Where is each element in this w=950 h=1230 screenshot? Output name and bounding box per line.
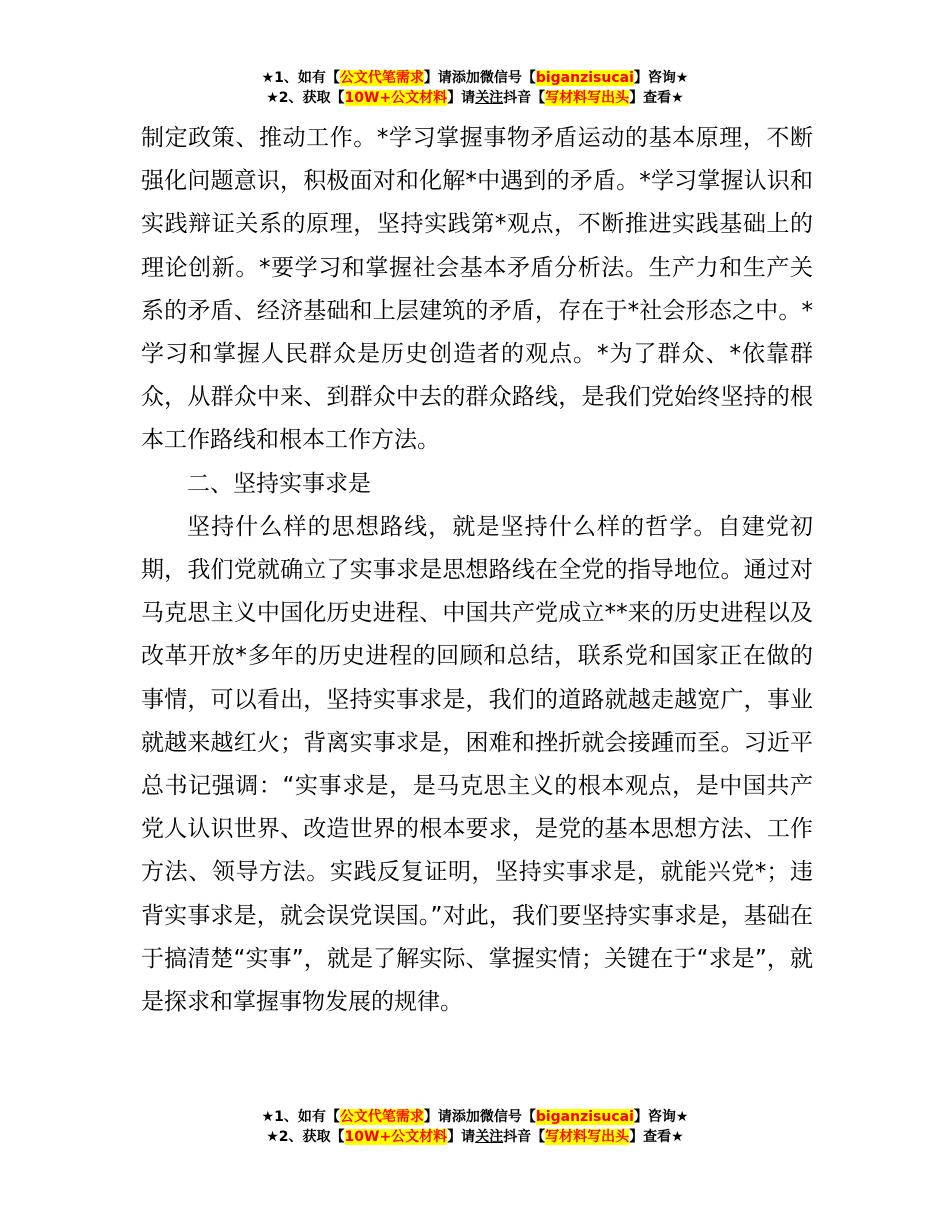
promo-text: ★1、如有【 <box>261 70 340 86</box>
footer-promo-banner <box>0 1107 950 1147</box>
promo-text: 】请添加微信号【 <box>423 70 536 86</box>
promo-text: 】请 <box>447 90 476 106</box>
body-paragraph: 坚持什么样的思想路线，就是坚持什么样的哲学。自建党初期，我们党就确立了实事求是思想路线在全党的指导地位。通过对马克思主义中国化历史进程、中国共产党成立**来的历史进程以及改革开放*多年的历史进程的回顾和总结，联系党和国家正在做的事情，可以看出，坚持实事求是，我们的道路就越走越宽广，事业就越来越红火；背离实事求是，困难和挫折就会接踵而至。习近平总书记强调：“实事求是，是马克思主义的根本观点，是中国共产党人认识世界、改造世界的根本要求，是党的基本思想方法、工作方法、领导方法。实践反复证明，坚持实事求是，就能兴党*；违背实事求是，就会误党误国。”对此，我们要坚持实事求是，基础在于搞清楚“实事”，就是了解实际、掌握实情；关键在于“求是”，就是探求和掌握事物发展的规律。 <box>141 513 813 1016</box>
promo-text: 】请 <box>447 1129 476 1145</box>
promo-text: 】咨询★ <box>633 70 689 86</box>
follow-underlined: 关注 <box>475 90 504 106</box>
promo-text: ★2、获取【 <box>266 90 345 106</box>
promo-line-2 <box>0 1127 950 1147</box>
promo-text: 】咨询★ <box>633 1109 689 1125</box>
promo-text: 抖音【 <box>503 1129 546 1145</box>
promo-text: 】查看★ <box>629 1129 684 1145</box>
promo-line-2 <box>0 88 950 108</box>
promo-line-1 <box>0 68 950 88</box>
body-paragraph: 制定政策、推动工作。*学习掌握事物矛盾运动的基本原理，不断强化问题意识，积极面对和化解*中遇到的矛盾。*学习掌握认识和实践辩证关系的原理，坚持实践第*观点，不断推进实践基础上的理论创新。*要学习和掌握社会基本矛盾分析法。生产力和生产关系的矛盾、经济基础和上层建筑的矛盾，存在于*社会形态之中。*学习和掌握人民群众是历史创造者的观点。*为了群众、*依靠群众，从群众中来、到群众中去的群众路线，是我们党始终坚持的根本工作路线和根本工作方法。 <box>141 125 813 454</box>
promo-text: ★1、如有【 <box>261 1109 340 1125</box>
promo-highlight: 10W+公文材料 <box>344 1129 448 1145</box>
wechat-id-highlight: biganzisucai <box>535 1109 634 1125</box>
promo-text: ★2、获取【 <box>266 1129 345 1145</box>
header-promo-banner <box>0 68 950 108</box>
douyin-account-highlight: 写材料写出头 <box>545 1129 630 1145</box>
promo-text: 】请添加微信号【 <box>423 1109 536 1125</box>
douyin-account-highlight: 写材料写出头 <box>545 90 630 106</box>
promo-text: 抖音【 <box>503 90 546 106</box>
follow-underlined: 关注 <box>475 1129 504 1145</box>
promo-line-1 <box>0 1107 950 1127</box>
promo-highlight: 10W+公文材料 <box>344 90 448 106</box>
section-heading: 二、坚持实事求是 <box>187 470 371 497</box>
promo-highlight: 公文代笔需求 <box>339 1109 424 1125</box>
document-body <box>141 117 813 1024</box>
wechat-id-highlight: biganzisucai <box>535 70 634 86</box>
promo-highlight: 公文代笔需求 <box>339 70 424 86</box>
promo-text: 】查看★ <box>629 90 684 106</box>
